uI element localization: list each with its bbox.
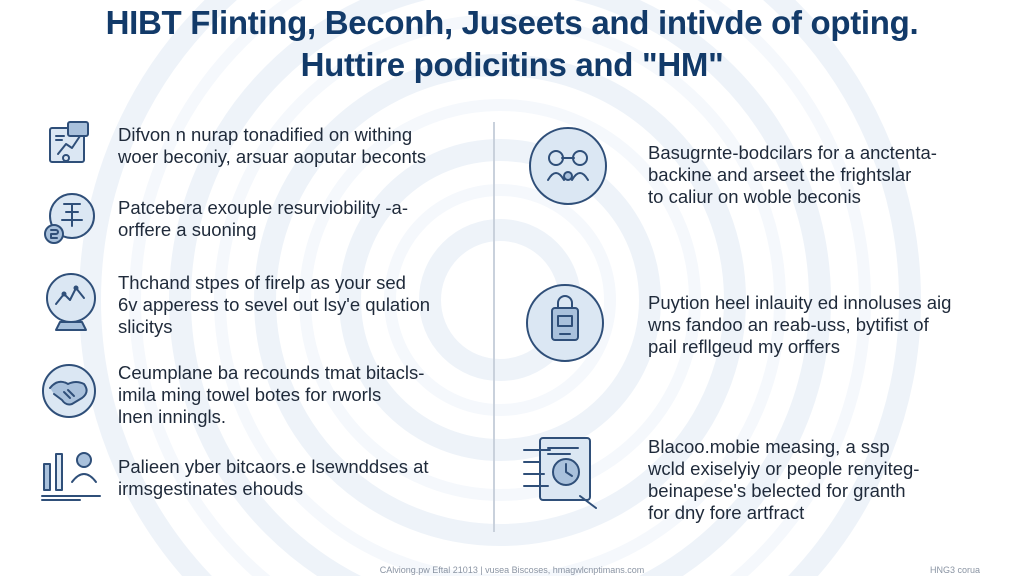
handshake-icon: [40, 362, 98, 420]
title-line-1: HIBT Flinting, Beconh, Juseets and intivde of opting.: [105, 4, 919, 41]
people-network-icon: [526, 124, 610, 208]
right-item-3-text: Blacoo.mobie measing, a ssp wcld exiselyiy or people renyiteg- beinapese's belected for granth for dny fore artfract: [648, 436, 920, 523]
column-divider: [493, 122, 495, 532]
left-item-3-text: Thchand stpes of firelp as your sed 6v apperess to sevel out lsy'e qulation slicitys: [118, 272, 431, 337]
right-item-1-text: Basugrnte-bodcilars for a anctenta- backine and arseet the frightslar to caliur on woble beconis: [648, 142, 937, 207]
clock-document-icon: [520, 432, 608, 516]
bitcoin-globe-icon: [40, 190, 96, 246]
people-chart-icon: [40, 446, 102, 504]
left-item-1-text: Difvon n nurap tonadified on withing woer beconiy, arsuar aoputar beconts: [118, 124, 427, 167]
page-title: [0, 2, 1024, 86]
globe-crystal-icon: [42, 272, 100, 334]
title-line-2: Huttire podicitins and "HM": [300, 46, 724, 83]
secure-device-icon: [524, 282, 606, 364]
document-graph-icon: [44, 118, 96, 170]
left-item-4-text: Ceumplane ba recounds tmat bitacls- imila ming towel botes for rworls lnen inningls.: [118, 362, 425, 427]
left-item-5-text: Palieen yber bitcaors.e lsewnddses at irmsgestinates ehouds: [118, 456, 429, 499]
right-item-2-text: Puytion heel inlauity ed innoluses aig wns fandoo an reab-uss, bytifist of pail refllgeud my orffers: [648, 292, 952, 357]
left-item-2-text: Patcebera exouple resurviobility -a- orffere a suoning: [118, 197, 408, 240]
footer-credit: CAlviong.pw Eftal 21013 | vusea Biscoses, hmagwlcnptimans.com: [379, 565, 645, 575]
footer-right-credit: HNG3 corua: [929, 565, 980, 575]
